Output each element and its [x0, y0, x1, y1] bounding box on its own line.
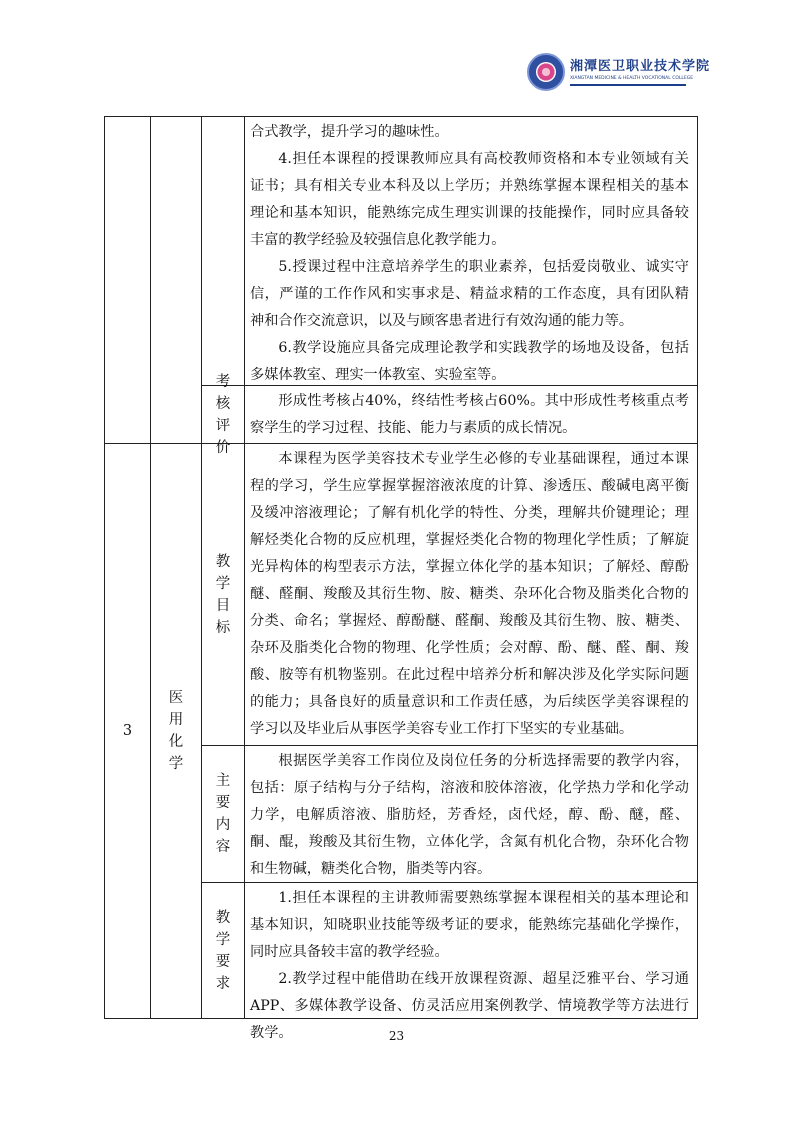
requirement-item: 2.教学过程中能借助在线开放课程资源、超星泛雅平台、学习通APP、多媒体教学设备、仿灵活应用案例教学、情境教学等方法进行教学。	[250, 971, 689, 1041]
lotus-emblem-icon	[527, 53, 565, 91]
requirements-label-cell	[202, 883, 244, 1018]
objectives-label-cell	[202, 444, 244, 745]
page-number: 23	[388, 1029, 405, 1043]
logo-divider	[570, 84, 686, 86]
assessment-text: 形成性考核占40%，终结性考核占60%。其中形成性考核重点考察学生的学习过程、技能、能力与素质的成长情况。	[250, 393, 689, 436]
row-divider-content	[201, 745, 698, 746]
assessment-text-cell	[250, 388, 689, 442]
college-logo	[527, 53, 711, 93]
row-number: 3	[122, 723, 133, 739]
requirement-paragraph: 5.授课过程中注意培养学生的职业素养，包括爱岗敬业、诚实守信，严谨的工作作风和实事求是、精益求精的工作态度，具有团队精神和合作交流意识，以及与顾客患者进行有效沟通的能力等。	[250, 259, 689, 329]
assessment-label-cell	[202, 373, 244, 456]
objectives-text-cell	[250, 446, 689, 743]
college-name-en: XIANGTAN MEDICINE & HEALTH VOCATIONAL COLLEGE	[570, 76, 694, 81]
content-text: 根据医学美容工作岗位及岗位任务的分析选择需要的教学内容，包括：原子结构与分子结构，溶液和胶体溶液，化学热力学和化学动力学，电解质溶液、脂肪烃，芳香烃，卤代烃，醇、酚、醚，醛、酮、醌，羧酸及其衍生物，立体化学，含氮有机化合物，杂环化合物和生物碱，糖类化合物，脂类等内容。	[250, 753, 689, 877]
continued-requirements	[250, 119, 689, 389]
content-label-cell	[202, 746, 244, 882]
objectives-label: 教学目标	[215, 553, 231, 636]
college-name: 湘潭医卫职业技术学院	[570, 59, 711, 74]
table-border-right	[697, 116, 698, 1019]
requirement-paragraph: 6.教学设施应具备完成理论教学和实践教学的场地及设备，包括多媒体教室、理实一体教室、实验室等。	[250, 340, 689, 383]
row-number-cell	[105, 444, 150, 1018]
content-label: 主要内容	[215, 773, 231, 855]
course-name: 医用化学	[168, 690, 184, 772]
assessment-label: 考核评价	[215, 373, 231, 456]
requirements-text-cell	[250, 885, 689, 1047]
requirement-paragraph: 4.担任本课程的授课教师应具有高校教师资格和本专业领域有关证书；具有相关专业本科及以上学历；并熟练掌握本课程相关的基本理论和基本知识，能熟练完成生理实训课的技能操作，同时应具备较丰富的教学经验及较强信息化教学能力。	[250, 151, 689, 248]
content-text-cell	[250, 748, 689, 883]
objectives-text: 本课程为医学美容技术专业学生必修的专业基础课程，通过本课程的学习，学生应掌握掌握溶液浓度的计算、渗透压、酸碱电离平衡及缓冲溶液理论；了解有机化学的特性、分类，理解共价键理论；理解烃类化合物的反应机理，掌握烃类化合物的物理化学性质；了解旋光异构体的构型表示方法，掌握立体化学的基本知识；了解烃、醇酚醚、醛酮、羧酸及其衍生物、胺、糖类、杂环化合物及脂类化合物的分类、命名；掌握烃、醇酚醚、醛酮、羧酸及其衍生物、胺、糖类、杂环及脂类化合物的物理、化学性质；会对醇、酚、醚、醛、酮、羧酸、胺等有机物鉴别。在此过程中培养分析和解决涉及化学实际问题的能力；具备良好的质量意识和工作责任感，为后续医学美容课程的学习以及毕业后从事医学美容专业工作打下坚实的专业基础。	[250, 451, 689, 737]
requirement-paragraph: 合式教学，提升学习的趣味性。	[250, 124, 449, 140]
column-divider-3	[244, 116, 245, 1019]
requirements-label: 教学要求	[215, 909, 231, 992]
requirement-item: 1.担任本课程的主讲教师需要熟练掌握本课程相关的基本理论和基本知识，知晓职业技能等级考证的要求，能熟练完基础化学操作，同时应具备较丰富的教学经验。	[250, 890, 689, 960]
course-name-cell	[151, 444, 201, 1018]
table-border-top	[104, 116, 698, 117]
